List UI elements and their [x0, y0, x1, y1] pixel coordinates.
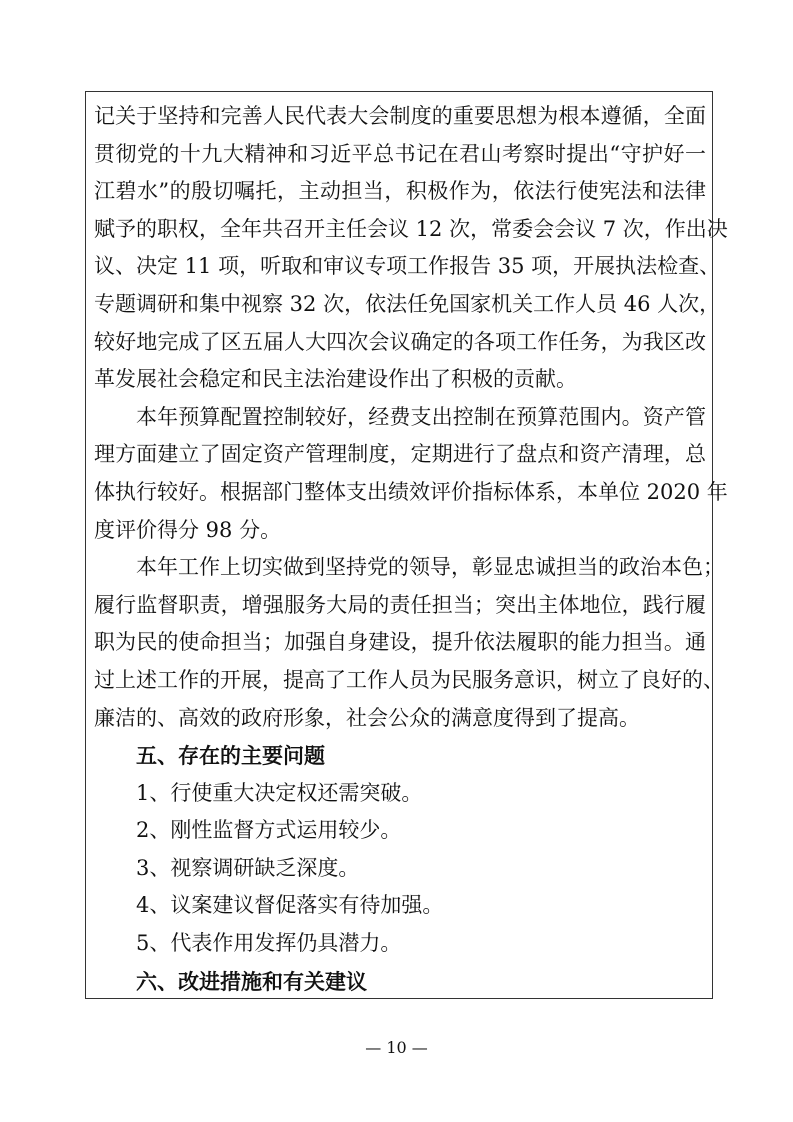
- paragraph-work-summary: [94, 98, 728, 399]
- list-item: 1、行使重大决定权还需突破。: [136, 780, 423, 805]
- text-line: 专题调研和集中视察 32 次，依法任免国家机关工作人员 46 人次，: [94, 291, 721, 316]
- text-line: 贯彻党的十九大精神和习近平总书记在君山考察时提出“守护好一: [94, 141, 706, 166]
- text-line: 本年工作上切实做到坚持党的领导，彰显忠诚担当的政治本色；: [136, 555, 724, 580]
- text-line: 赋予的职权，全年共召开主任会议 12 次，常委会会议 7 次，作出决: [94, 216, 728, 241]
- text-line: 过上述工作的开展，提高了工作人员为民服务意识，树立了良好的、: [94, 667, 724, 692]
- page-number: — 10 —: [365, 1038, 428, 1057]
- section-heading: 六、改进措施和有关建议: [136, 968, 367, 994]
- list-item: 3、视察调研缺乏深度。: [136, 855, 360, 880]
- text-line: 本年预算配置控制较好，经费支出控制在预算范围内。资产管: [136, 404, 706, 429]
- text-line: 记关于坚持和完善人民代表大会制度的重要思想为根本遵循，全面: [94, 104, 706, 128]
- text-line: 较好地完成了区五届人大四次会议确定的各项工作任务，为我区改: [94, 329, 706, 354]
- paragraph-budget: [94, 399, 728, 549]
- text-line: 江碧水”的殷切嘱托，主动担当，积极作为，依法行使宪法和法律: [94, 179, 706, 204]
- section-main-problems: [94, 737, 706, 963]
- list-item: 2、刚性监督方式运用较少。: [136, 818, 402, 843]
- document-body: [94, 98, 728, 1000]
- text-line: 理方面建立了固定资产管理制度，定期进行了盘点和资产清理，总: [94, 442, 706, 467]
- list-item: 4、议案建议督促落实有待加强。: [136, 893, 444, 918]
- text-line: 职为民的使命担当；加强自身建设，提升依法履职的能力担当。通: [94, 630, 706, 655]
- text-line: 体执行较好。根据部门整体支出绩效评价指标体系，本单位 2020 年: [94, 479, 728, 504]
- section-heading: 五、存在的主要问题: [136, 743, 325, 769]
- text-line: 度评价得分 98 分。: [94, 517, 282, 542]
- text-line: 革发展社会稳定和民主法治建设作出了积极的贡献。: [94, 367, 577, 392]
- list-item: 5、代表作用发挥仍具潜力。: [136, 931, 402, 956]
- text-line: 议、决定 11 项，听取和审议专项工作报告 35 项，开展执法检查、: [94, 254, 721, 279]
- paragraph-achievements: [94, 549, 724, 737]
- text-line: 廉洁的、高效的政府形象，社会公众的满意度得到了提高。: [94, 705, 640, 730]
- text-line: 履行监督职责，增强服务大局的责任担当；突出主体地位，践行履: [94, 592, 706, 617]
